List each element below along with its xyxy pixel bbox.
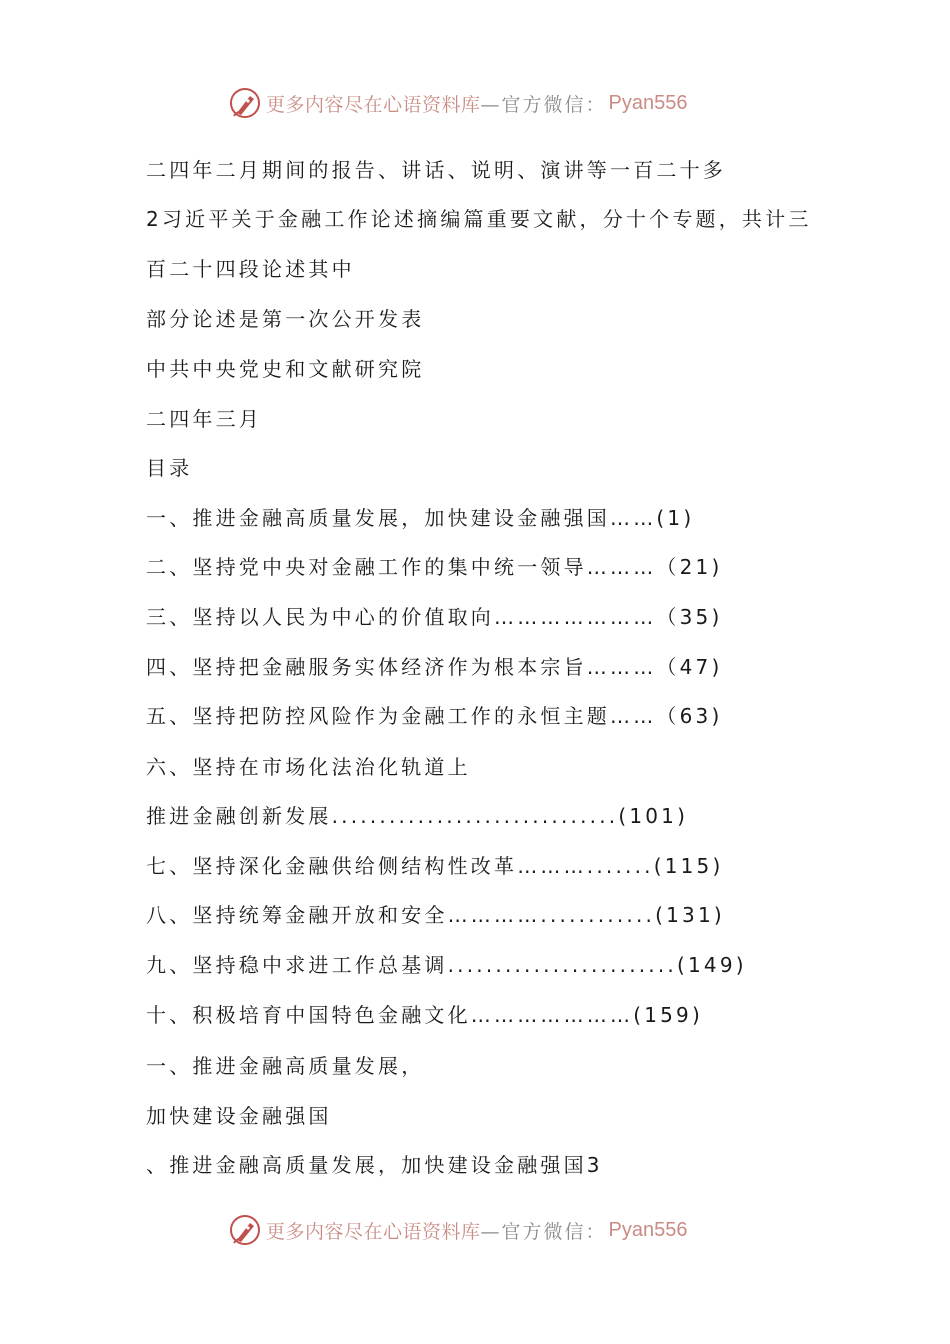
watermark-wechat-id: Pyan556 [608, 91, 688, 114]
pen-nib-logo-icon [228, 1213, 262, 1247]
watermark-main-text: 更多内容尽在心语资料库 [266, 93, 481, 116]
body-line-intro: 二四年二月期间的报告、讲话、说明、演讲等一百二十多 [146, 158, 726, 182]
toc-entry: 二、坚持党中央对金融工作的集中统一领导………（21) [146, 555, 723, 579]
toc-entry: 六、坚持在市场化法治化轨道上 [146, 755, 471, 779]
toc-entry: 四、坚持把金融服务实体经济作为根本宗旨………（47) [146, 655, 723, 679]
toc-entry: 八、坚持统筹金融开放和安全…………............(131) [146, 903, 725, 927]
running-header: 、推进金融高质量发展，加快建设金融强国3 [146, 1153, 603, 1177]
toc-entry: 一、推进金融高质量发展，加快建设金融强国……(1) [146, 506, 695, 530]
watermark-main-text: 更多内容尽在心语资料库 [266, 1220, 481, 1243]
toc-entry: 十、积极培育中国特色金融文化…………………(159) [146, 1003, 703, 1027]
watermark-wechat-id: Pyan556 [608, 1218, 688, 1241]
date-line: 二四年三月 [146, 407, 262, 431]
pen-nib-logo-icon [228, 86, 262, 120]
toc-heading: 目录 [146, 456, 193, 480]
toc-entry: 九、坚持稳中求进工作总基调........................(149) [146, 953, 747, 977]
body-line-intro: 2习近平关于金融工作论述摘编篇重要文献，分十个专题，共计三 [146, 207, 812, 231]
watermark-sub-text: —官方微信： [480, 1220, 607, 1243]
body-line-intro: 百二十四段论述其中 [146, 257, 355, 281]
publisher-line: 中共中央党史和文献研究院 [146, 357, 425, 381]
section-heading: 一、推进金融高质量发展， [146, 1054, 425, 1078]
toc-entry: 五、坚持把防控风险作为金融工作的永恒主题……（63) [146, 704, 723, 728]
watermark-bottom [228, 1213, 688, 1247]
watermark-sub-text: —官方微信： [480, 93, 607, 116]
section-heading: 加快建设金融强国 [146, 1104, 332, 1128]
toc-entry: 三、坚持以人民为中心的价值取向…………………（35) [146, 605, 723, 629]
body-line-intro: 部分论述是第一次公开发表 [146, 307, 425, 331]
toc-entry: 推进金融创新发展..............................(101) [146, 804, 689, 828]
toc-entry: 七、坚持深化金融供给侧结构性改革……….......(115) [146, 854, 724, 878]
watermark-top [228, 86, 688, 120]
